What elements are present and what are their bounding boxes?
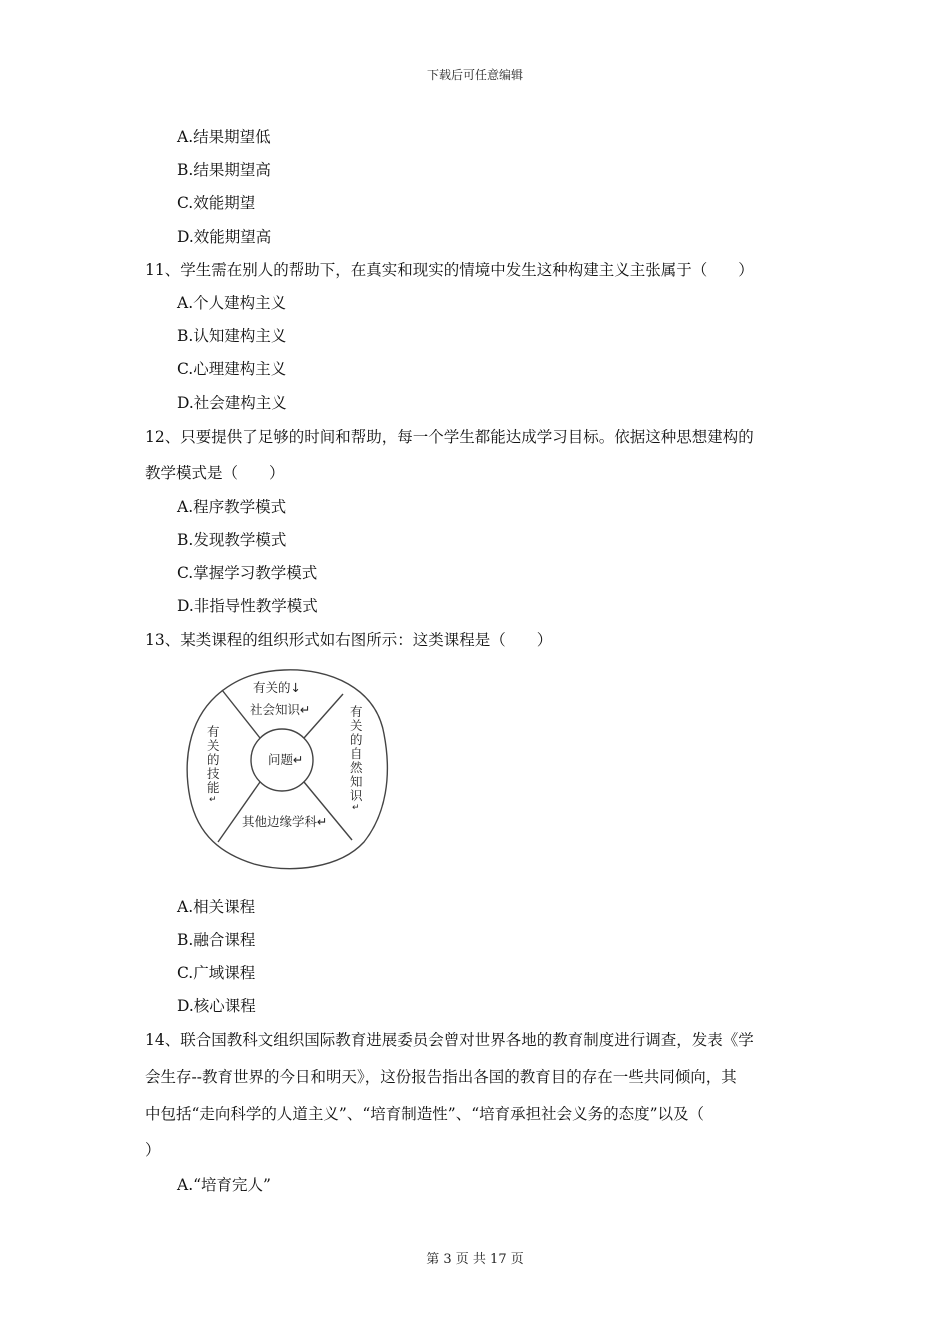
q14-option-a: A.“培育完人” bbox=[177, 1176, 271, 1194]
q12-option-d: D.非指导性教学模式 bbox=[177, 597, 318, 615]
label-skills-6: ↵ bbox=[209, 795, 217, 805]
label-natural-knowledge-2: 关 bbox=[350, 718, 363, 733]
q13-option-b: B.融合课程 bbox=[177, 931, 256, 949]
label-natural-knowledge-3: 的 bbox=[350, 732, 363, 747]
label-natural-knowledge-6: 知 bbox=[350, 774, 363, 789]
label-other-disciplines: 其他边缘学科↵ bbox=[242, 814, 328, 829]
divider-bottom-left bbox=[218, 782, 260, 842]
label-social-knowledge-line2: 社会知识↵ bbox=[250, 702, 311, 717]
label-natural-knowledge-7: 识 bbox=[350, 788, 363, 803]
q11-option-d: D.社会建构主义 bbox=[177, 394, 287, 412]
q10-option-d: D.效能期望高 bbox=[177, 228, 272, 246]
q12-stem-line1: 12、只要提供了足够的时间和帮助，每一个学生都能达成学习目标。依据这种思想建构的 bbox=[145, 428, 754, 446]
label-natural-knowledge-8: ↵ bbox=[352, 803, 360, 813]
q10-option-b: B.结果期望高 bbox=[177, 161, 271, 179]
label-natural-knowledge-4: 自 bbox=[350, 746, 363, 761]
label-skills-4: 技 bbox=[207, 766, 220, 781]
q14-stem-line1: 14、联合国教科文组织国际教育进展委员会曾对世界各地的教育制度进行调查，发表《学 bbox=[145, 1031, 754, 1049]
q14-stem-line4: ） bbox=[145, 1141, 161, 1159]
label-problem: 问题↵ bbox=[268, 752, 304, 767]
q12-stem-line2: 教学模式是（ ） bbox=[145, 464, 285, 482]
q13-stem: 13、某类课程的组织形式如右图所示：这类课程是（ ） bbox=[145, 631, 553, 649]
q11-stem: 11、学生需在别人的帮助下，在真实和现实的情境中发生这种构建主义主张属于（ ） bbox=[145, 261, 754, 279]
core-curriculum-diagram bbox=[180, 664, 400, 874]
q13-option-c: C.广域课程 bbox=[177, 964, 256, 982]
label-skills-2: 关 bbox=[207, 738, 220, 753]
page-header: 下载后可任意编辑 bbox=[426, 68, 523, 82]
q12-option-a: A.程序教学模式 bbox=[177, 498, 287, 516]
q10-option-c: C.效能期望 bbox=[177, 194, 256, 212]
q13-option-a: A.相关课程 bbox=[177, 898, 256, 916]
q10-option-a: A.结果期望低 bbox=[177, 128, 271, 146]
q12-option-c: C.掌握学习教学模式 bbox=[177, 564, 318, 582]
label-natural-knowledge-5: 然 bbox=[350, 760, 363, 775]
divider-bottom-right bbox=[304, 782, 352, 840]
q11-option-c: C.心理建构主义 bbox=[177, 360, 287, 378]
label-skills-3: 的 bbox=[207, 752, 220, 767]
q14-stem-line3: 中包括“走向科学的人道主义”、“培育制造性”、“培育承担社会义务的态度”以及（ bbox=[145, 1105, 705, 1123]
page-footer: 第 3 页 共 17 页 bbox=[426, 1252, 524, 1267]
label-social-knowledge-line1: 有关的↓ bbox=[253, 680, 301, 695]
label-skills-1: 有 bbox=[207, 724, 220, 739]
q11-option-a: A.个人建构主义 bbox=[177, 294, 287, 312]
q11-option-b: B.认知建构主义 bbox=[177, 327, 287, 345]
q14-stem-line2: 会生存--教育世界的今日和明天》，这份报告指出各国的教育目的存在一些共同倾向，其 bbox=[145, 1068, 737, 1086]
q13-option-d: D.核心课程 bbox=[177, 997, 256, 1015]
label-skills-5: 能 bbox=[207, 780, 220, 795]
label-natural-knowledge-1: 有 bbox=[350, 704, 363, 719]
q12-option-b: B.发现教学模式 bbox=[177, 531, 287, 549]
